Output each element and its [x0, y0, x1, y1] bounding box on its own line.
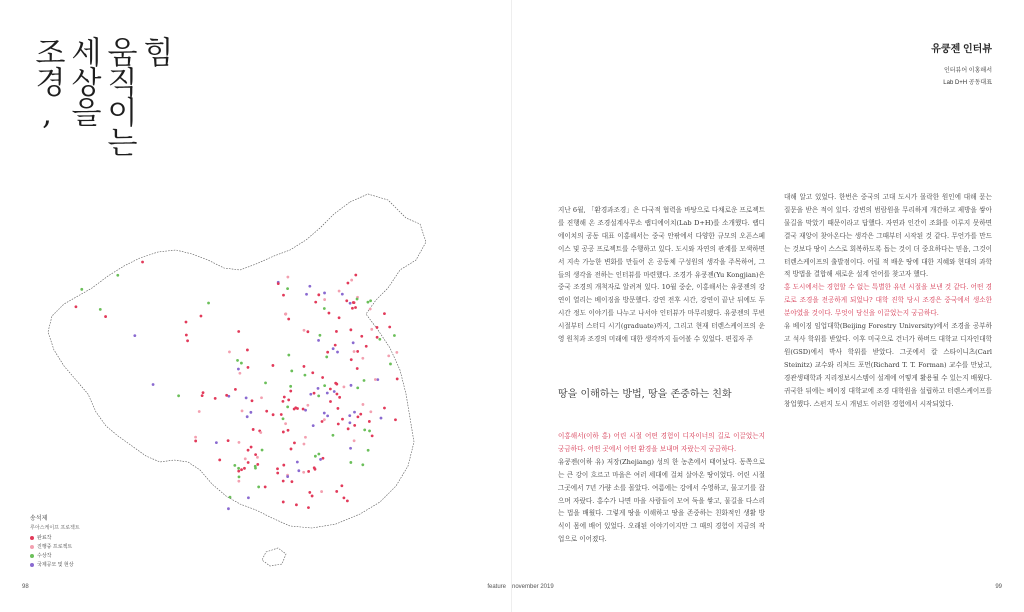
project-marker [116, 274, 119, 277]
project-marker [320, 490, 323, 493]
project-marker [361, 357, 364, 360]
project-marker [396, 378, 399, 381]
project-marker [329, 400, 332, 403]
project-marker [317, 453, 320, 456]
project-marker [357, 415, 360, 418]
project-marker [380, 417, 383, 420]
page-number-right: 99 [995, 584, 1002, 590]
project-marker [287, 399, 290, 402]
project-marker [368, 430, 371, 433]
legend-title: 송석제 [30, 516, 48, 522]
title-line-4: 조경, [29, 36, 65, 131]
project-marker [362, 403, 365, 406]
project-marker [238, 475, 241, 478]
project-marker [338, 290, 341, 293]
project-marker [272, 364, 275, 367]
interviewer-name: 인터뷰어 이홍해서 [943, 68, 992, 74]
project-marker [307, 470, 310, 473]
title-line-2: 움직이는 [101, 36, 137, 156]
project-marker [104, 315, 107, 318]
project-marker [360, 335, 363, 338]
project-marker [352, 301, 355, 304]
project-marker [215, 441, 218, 444]
project-marker [325, 356, 328, 359]
project-marker [284, 422, 287, 425]
project-marker [322, 457, 325, 460]
project-marker [312, 424, 315, 427]
project-marker [237, 330, 240, 333]
project-marker [276, 472, 279, 475]
project-marker [291, 480, 294, 483]
project-marker [290, 370, 293, 373]
title-line-3: 세상을 [65, 36, 101, 126]
project-marker [241, 409, 244, 412]
project-marker [348, 421, 351, 424]
project-marker [353, 439, 356, 442]
project-marker [282, 400, 285, 403]
project-marker [356, 367, 359, 370]
project-marker [393, 334, 396, 337]
project-marker [341, 418, 344, 421]
project-marker [354, 306, 357, 309]
project-marker [264, 381, 267, 384]
intro-paragraph: 지난 6월, 「환경과조경」은 다국적 협력을 바탕으로 다채로운 프로젝트를 진행해 온 조경설계사무소 랩디에이치(Lab D+H)를 소개했다. 랩디에이치의 공동 대표 이홍해서는 중국 안팎에서 다양한 규모의 오픈스페이스 및 공공 프로젝트를 수행하고 있다. 도시와 자연의 관계를 모색하면서 지속 가능한 변화를 만들어 온 공동체 구성원의 생각을 주목하여, 그들의 생각을 전하는 인터뷰를 마련했다. 조경가 유쿵젠(Yu Kongjian)은 중국 조경의 개척자로 알려져 있다. 10월 중순, 이홍해서는 유쿵젠의 강연이 열리는 베이징을 방문했다. 강연 전후 시간, 강연이 끝난 뒤에도 두 시간 정도 이야기를 나누고 나서야 인터뷰가 마무리됐다. 유쿵젠의 무빈 시절부터 스터디 시기(graduate)까지, 그리고 현재 터렌스케이프의 운영 원칙과 조경의 미래에 대한 생각까지 들어볼 수 있었다. 편집자 주 [558, 206, 765, 344]
project-marker [214, 397, 217, 400]
project-marker [369, 299, 372, 302]
project-marker [297, 469, 300, 472]
project-marker [367, 449, 370, 452]
project-marker [152, 383, 155, 386]
project-marker [349, 328, 352, 331]
project-marker [282, 294, 285, 297]
project-marker [243, 467, 246, 470]
project-marker [383, 312, 386, 315]
project-marker [350, 279, 353, 282]
legend-dot [30, 563, 34, 567]
project-marker [244, 457, 247, 460]
legend-label: 국제공모 및 현상 [37, 562, 74, 568]
project-marker [246, 349, 249, 352]
project-marker [75, 305, 78, 308]
project-marker [290, 448, 293, 451]
project-marker [245, 396, 248, 399]
project-marker [309, 393, 312, 396]
project-marker [286, 287, 289, 290]
project-marker [350, 358, 353, 361]
project-marker [302, 408, 305, 411]
project-marker [272, 413, 275, 416]
project-marker [343, 497, 346, 500]
project-marker [363, 379, 366, 382]
project-marker [365, 345, 368, 348]
project-marker [186, 339, 189, 342]
project-marker [376, 378, 379, 381]
answer-paragraph: 유 베이징 임업대학(Beijing Forestry University)에서 조경을 공부하고 석사 학위를 받았다. 이후 미국으로 건너가 하버드 대학교 디자인대학원(GSD)에서 박사 학위를 받았다. 그곳에서 칼 스타이니츠(Carl Steinitz) 교수와 리처드 포먼(Richard T. T. Forman) 교수를 만났고, 경관생태학과 지리정보시스템이 설계에 어떻게 활용될 수 있는지 배웠다. 귀국한 뒤에는 베이징 대학교에 조경 대학원을 설립하고 터렌스케이프를 창업했다. 스펀지 도시 개념도 이러한 경험에서 시작되었다. [784, 322, 992, 408]
project-marker [289, 385, 292, 388]
legend-item [30, 561, 80, 568]
project-marker [308, 491, 311, 494]
project-marker [303, 443, 306, 446]
project-marker [264, 486, 267, 489]
section-subhead: 땅을 이해하는 방법, 땅을 존중하는 친화 [558, 389, 732, 400]
project-marker [283, 396, 286, 399]
feature-title [30, 36, 172, 156]
project-marker [359, 413, 362, 416]
project-marker [337, 423, 340, 426]
project-marker [237, 467, 240, 470]
project-marker [306, 330, 309, 333]
project-marker [177, 394, 180, 397]
project-marker [251, 399, 254, 402]
project-marker [185, 321, 188, 324]
project-marker [336, 393, 339, 396]
project-marker [349, 447, 352, 450]
project-marker [237, 368, 240, 371]
project-marker [356, 350, 359, 353]
legend-dot [30, 554, 34, 558]
project-marker [328, 312, 331, 315]
project-marker [246, 415, 249, 418]
map-legend [30, 513, 80, 570]
project-marker [323, 307, 326, 310]
project-marker [265, 410, 268, 413]
project-marker [337, 407, 340, 410]
project-marker [369, 308, 372, 311]
project-marker [389, 363, 392, 366]
project-marker [387, 354, 390, 357]
china-project-map [28, 180, 448, 570]
project-marker [229, 496, 232, 499]
project-marker [257, 486, 260, 489]
project-marker [314, 468, 317, 471]
project-marker [343, 385, 346, 388]
legend-item [30, 534, 80, 541]
project-marker [321, 420, 324, 423]
right-page [512, 0, 1024, 612]
project-marker [323, 418, 326, 421]
project-marker [394, 418, 397, 421]
project-marker [303, 365, 306, 368]
project-marker [304, 409, 307, 412]
project-marker [308, 285, 311, 288]
project-marker [282, 464, 285, 467]
project-marker [240, 468, 243, 471]
text-column-1 [558, 204, 765, 346]
project-marker [247, 461, 250, 464]
project-marker [352, 341, 355, 344]
project-marker [367, 301, 370, 304]
project-marker [326, 351, 329, 354]
project-marker [282, 417, 285, 420]
project-marker [317, 339, 320, 342]
legend-label: 수상작 [37, 553, 52, 559]
project-marker [282, 431, 285, 434]
legend-item [30, 552, 80, 559]
project-marker [347, 427, 350, 430]
project-marker [207, 302, 210, 305]
text-column-1-lower [558, 430, 765, 546]
page-number-left: 98 [22, 584, 29, 590]
project-marker [247, 366, 250, 369]
project-marker [338, 396, 341, 399]
question-paragraph: 이홍해서(이하 홍) 어린 시절 어떤 경험이 디자이너의 길로 이끌었는지 궁금하다. 어떤 곳에서 어떤 환경을 보내며 자랐는지 궁금하다. [558, 432, 765, 453]
project-marker [247, 449, 250, 452]
project-marker [284, 312, 287, 315]
project-marker [338, 316, 341, 319]
project-marker [238, 441, 241, 444]
project-marker [350, 384, 353, 387]
project-marker [277, 282, 280, 285]
project-marker [194, 436, 197, 439]
project-marker [354, 274, 357, 277]
project-marker [346, 500, 349, 503]
project-marker [334, 344, 337, 347]
legend-label: 완료작 [37, 535, 52, 541]
project-marker [260, 396, 263, 399]
project-marker [302, 471, 305, 474]
project-marker [198, 410, 201, 413]
project-marker [319, 458, 322, 461]
project-marker [313, 392, 316, 395]
project-marker [141, 261, 144, 264]
project-marker [317, 394, 320, 397]
interview-credit [931, 40, 992, 86]
project-marker [305, 293, 308, 296]
project-marker [252, 428, 255, 431]
project-marker [317, 387, 320, 390]
project-marker [233, 464, 236, 467]
project-marker [336, 351, 339, 354]
project-marker [353, 424, 356, 427]
project-marker [314, 301, 317, 304]
project-marker [289, 390, 292, 393]
project-marker [80, 288, 83, 291]
project-marker [376, 336, 379, 339]
project-marker [340, 484, 343, 487]
project-marker [249, 411, 252, 414]
project-marker [194, 440, 197, 443]
project-marker [323, 384, 326, 387]
project-marker [332, 434, 335, 437]
project-marker [347, 282, 350, 285]
project-marker [259, 431, 262, 434]
legend-dot [30, 536, 34, 540]
project-marker [227, 439, 230, 442]
project-marker [335, 330, 338, 333]
project-marker [304, 436, 307, 439]
project-marker [250, 446, 253, 449]
project-marker [374, 378, 377, 381]
project-marker [395, 351, 398, 354]
project-marker [304, 374, 307, 377]
project-marker [311, 495, 314, 498]
project-marker [227, 507, 230, 510]
project-marker [319, 334, 322, 337]
project-marker [345, 299, 348, 302]
project-marker [326, 392, 329, 395]
answer-paragraph: 대해 알고 있었다. 한번은 중국의 고대 도시가 몰락한 원인에 대해 묻는 질문을 받은 적이 있다. 강변의 범람원을 무리하게 개간하고 제방을 쌓아 물길을 막았기 때문이라고 답했다. 자연과 인간이 조화를 이루지 못하면 결국 재앙이 찾아온다는 생각은 그때부터 시작된 것 같다. 무언가를 만드는 것보다 땅이 스스로 회복하도록 돕는 것이 더 중요하다는 믿음, 그것이 터렌스케이프의 출발점이다. 어릴 적 배운 땅에 대한 지혜와 현대의 과학적 방법을 결합해 새로운 설계 언어를 찾고자 했다. [784, 193, 992, 279]
project-marker [201, 394, 204, 397]
project-marker [369, 410, 372, 413]
project-marker [236, 359, 239, 362]
project-marker [295, 503, 298, 506]
project-marker [238, 372, 241, 375]
project-marker [317, 293, 320, 296]
project-marker [240, 362, 243, 365]
project-marker [296, 407, 299, 410]
project-marker [351, 307, 354, 310]
project-marker [256, 463, 259, 466]
project-marker [388, 326, 391, 329]
project-marker [247, 496, 250, 499]
project-marker [286, 406, 289, 409]
project-marker [280, 413, 283, 416]
legend-dot [30, 545, 34, 549]
interview-title: 유쿵젠 인터뷰 [931, 44, 992, 55]
project-marker [323, 292, 326, 295]
project-marker [341, 293, 344, 296]
project-marker [261, 449, 264, 452]
project-marker [254, 465, 257, 468]
project-marker [303, 329, 306, 332]
project-marker [334, 382, 337, 385]
question-paragraph: 홍 도시에서는 경험할 수 없는 특별한 유년 시절을 보낸 것 같다. 어떤 경로로 조경을 전공하게 되었나? 대학 진학 당시 조경은 중국에서 생소한 분야였을 것이다. 무엇이 당신을 이끌었는지 궁금하다. [784, 283, 992, 318]
project-marker [349, 302, 352, 305]
legend-label: 진행중 프로젝트 [37, 544, 73, 550]
project-marker [237, 470, 240, 473]
project-marker [306, 404, 309, 407]
project-marker [282, 480, 285, 483]
project-marker [326, 414, 329, 417]
project-marker [361, 463, 364, 466]
project-marker [293, 441, 296, 444]
project-marker [256, 456, 259, 459]
project-marker [353, 350, 356, 353]
project-marker [202, 391, 205, 394]
project-marker [185, 334, 188, 337]
project-marker [368, 420, 371, 423]
project-marker [307, 506, 310, 509]
project-marker [237, 480, 240, 483]
project-marker [228, 351, 231, 354]
project-marker [287, 354, 290, 357]
project-marker [333, 390, 336, 393]
project-marker [99, 308, 102, 311]
project-marker [200, 315, 203, 318]
project-marker [329, 388, 332, 391]
project-marker [218, 459, 221, 462]
project-marker [335, 490, 338, 493]
project-marker [254, 453, 257, 456]
project-marker [323, 298, 326, 301]
issue-label: november 2019 [512, 584, 554, 590]
section-label: feature [487, 584, 506, 590]
title-line-1: 힘 [137, 36, 173, 66]
project-marker [321, 376, 324, 379]
project-marker [323, 412, 326, 415]
project-marker [133, 334, 136, 337]
legend-item [30, 543, 80, 550]
project-dots [75, 261, 399, 510]
project-marker [376, 326, 379, 329]
project-marker [363, 429, 366, 432]
project-marker [286, 475, 289, 478]
project-marker [234, 388, 237, 391]
project-marker [349, 461, 352, 464]
project-marker [383, 407, 386, 410]
project-marker [314, 455, 317, 458]
project-marker [276, 467, 279, 470]
project-marker [353, 411, 356, 414]
project-marker [348, 414, 351, 417]
project-marker [286, 276, 289, 279]
project-marker [287, 429, 290, 432]
project-marker [356, 298, 359, 301]
text-column-2 [784, 191, 992, 410]
project-marker [311, 371, 314, 374]
legend-subtitle: 루아스케이프 프로젝트 [30, 525, 80, 531]
project-marker [287, 318, 290, 321]
project-marker [282, 501, 285, 504]
project-marker [296, 461, 299, 464]
project-marker [332, 347, 335, 350]
interviewer-role: Lab D+H 공동대표 [943, 80, 992, 86]
project-marker [371, 434, 374, 437]
project-marker [370, 328, 373, 331]
hainan-outline [262, 548, 286, 566]
project-marker [356, 386, 359, 389]
answer-paragraph: 유쿵젠(이하 유) 저장(Zhejiang) 성의 한 농촌에서 태어났다. 동쪽으로는 큰 강이 흐르고 마을은 여러 세대에 걸쳐 살아온 땅이었다. 어린 시절 그곳에서 7년 가량 소를 몰았다. 여름에는 강에서 수영하고, 물고기를 잡으며 자랐다. 홍수가 나면 마을 사람들이 모여 둑을 쌓고, 물길을 다스리는 법을 배웠다. 그렇게 땅을 이해하고 땅을 존중하는 친화적인 생활 방식이 몸에 배어 있었다. 오래된 이야기이지만 그 때의 경험이 지금의 작업으로 이어졌다. [558, 457, 765, 544]
project-marker [225, 394, 228, 397]
project-marker [378, 338, 381, 341]
